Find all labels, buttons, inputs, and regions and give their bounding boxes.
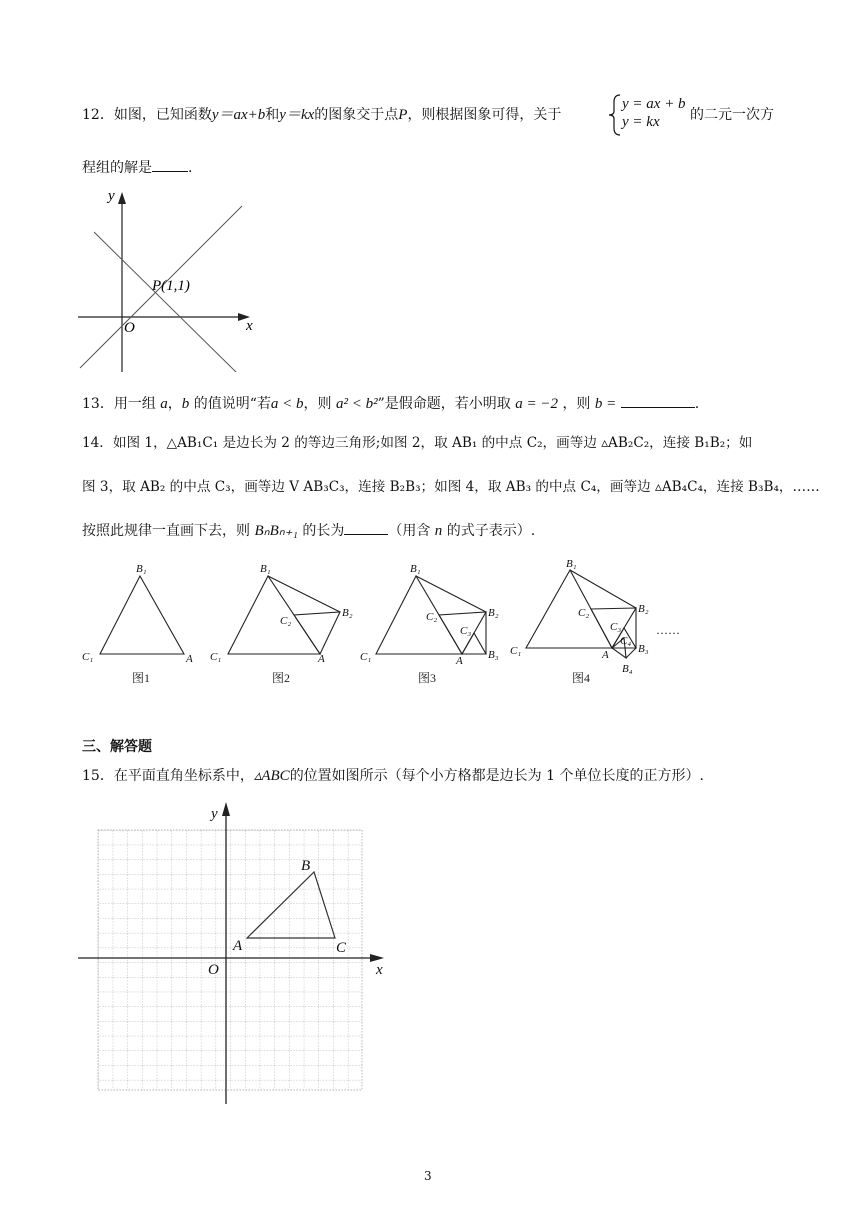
fig1-label-b1: B₁ [136, 563, 147, 575]
fig4-label-b3: B₃ [638, 643, 649, 655]
q14-line2: 图 3，取 AB₂ 的中点 C₃，画等边 V AB₃C₃，连接 B₂B₃；如图 4，取 AB₃ 的中点 C₄，画等边 ▵AB₄C₄，连接 B₃B₄，…… [82, 479, 820, 495]
fig3-big-triangle [376, 576, 462, 654]
grid [98, 830, 362, 1090]
vertex-a-label: A [233, 938, 243, 954]
fig2-b1b2 [268, 576, 340, 612]
fig3-label-b3: B₃ [488, 649, 499, 661]
fig-ellipsis: …… [656, 623, 680, 637]
fig4-label-b4: B₄ [622, 663, 633, 675]
fig4-label-b2: B₂ [638, 603, 649, 615]
q12-line1-tail: 的二元一次方 [690, 107, 774, 123]
caption-fig3: 图3 [418, 671, 437, 685]
answer-blank [344, 521, 388, 535]
fig3-label-b1: B₁ [410, 563, 421, 575]
q12-line2: 程组的解是 . [82, 160, 193, 176]
fig2-label-b2: B₂ [342, 607, 353, 619]
q15-line: 15．在平面直角坐标系中，▵ABC的位置如图所示（每个小方格都是边长为 1 个单位长度的正方形）. [82, 768, 704, 784]
fig4-label-c4: C₄ [620, 635, 632, 647]
fig4-label-c2: C₂ [578, 607, 590, 619]
fig2-label-c2: C₂ [280, 615, 292, 627]
origin-label: O [208, 962, 219, 978]
fig3-label-c1: C₁ [360, 651, 372, 663]
fig3-label-b2: B₂ [488, 607, 499, 619]
caption-fig1: 图1 [132, 671, 151, 685]
fig1-triangle [100, 576, 184, 654]
system-eq2: y = kx [622, 114, 660, 130]
fig2-label-b1: B₁ [260, 563, 271, 575]
fig1-label-a: A [186, 653, 193, 665]
fig4-b3b4 [626, 648, 636, 658]
q15-coordinate-grid [78, 796, 388, 1106]
fig4-label-c3: C₃ [610, 621, 622, 633]
q13-line: 13．用一组 a，b 的值说明“若a < b，则 a² < b²”是假命题，若小明取 a = −2 ，则 b = . [82, 396, 700, 412]
point-p-label: P(1,1) [152, 278, 190, 294]
fig2-label-c1: C₁ [210, 651, 222, 663]
answer-blank [152, 158, 188, 172]
vertex-b-label: B [301, 858, 311, 874]
caption-fig4: 图4 [572, 671, 591, 685]
fig4-label-a: A [602, 649, 609, 661]
y-axis-arrow-icon [118, 192, 126, 204]
fig4-label-c1: C₁ [510, 645, 522, 657]
page-number: 3 [424, 1169, 432, 1183]
system-eq1: y = ax + b [622, 96, 686, 112]
fig3-label-a: A [456, 655, 463, 667]
answer-blank [621, 394, 695, 408]
y-axis-label: y [108, 188, 115, 204]
section-title: 三、解答题 [82, 739, 152, 755]
brace-icon [608, 94, 622, 136]
caption-fig2: 图2 [272, 671, 291, 685]
fig3-label-c3: C₃ [460, 625, 472, 637]
origin-label: O [124, 320, 135, 336]
y-axis-label: y [211, 806, 218, 822]
q14-figures [80, 556, 760, 686]
q14-line3: 按照此规律一直画下去，则 BₙBₙ₊₁ 的长为 （用含 n 的式子表示）. [82, 523, 536, 539]
x-axis-arrow-icon [370, 954, 384, 962]
q12-line1: 12．如图，已知函数y＝ax+b和y＝kx的图象交于点P，则根据图象可得，关于 [82, 107, 562, 123]
line-y-ax-b [94, 232, 238, 372]
vertex-c-label: C [336, 940, 347, 956]
q12-graph [78, 186, 268, 372]
fig2-label-a: A [318, 653, 325, 665]
fig1-label-c1: C₁ [82, 651, 94, 663]
fig3-label-c2: C₂ [426, 611, 438, 623]
fig2-small-triangle [294, 612, 340, 654]
fig2-big-triangle [228, 576, 320, 654]
fig4-label-b1: B₁ [566, 558, 577, 570]
y-axis-arrow-icon [222, 802, 230, 816]
q14-line1: 14．如图 1，△AB₁C₁ 是边长为 2 的等边三角形;如图 2，取 AB₁ 的中点 C₂，画等边 ▵AB₂C₂，连接 B₁B₂；如 [82, 435, 753, 451]
x-axis-label: x [376, 962, 383, 978]
q12-equation-system [608, 94, 688, 136]
x-axis-label: x [246, 318, 253, 334]
